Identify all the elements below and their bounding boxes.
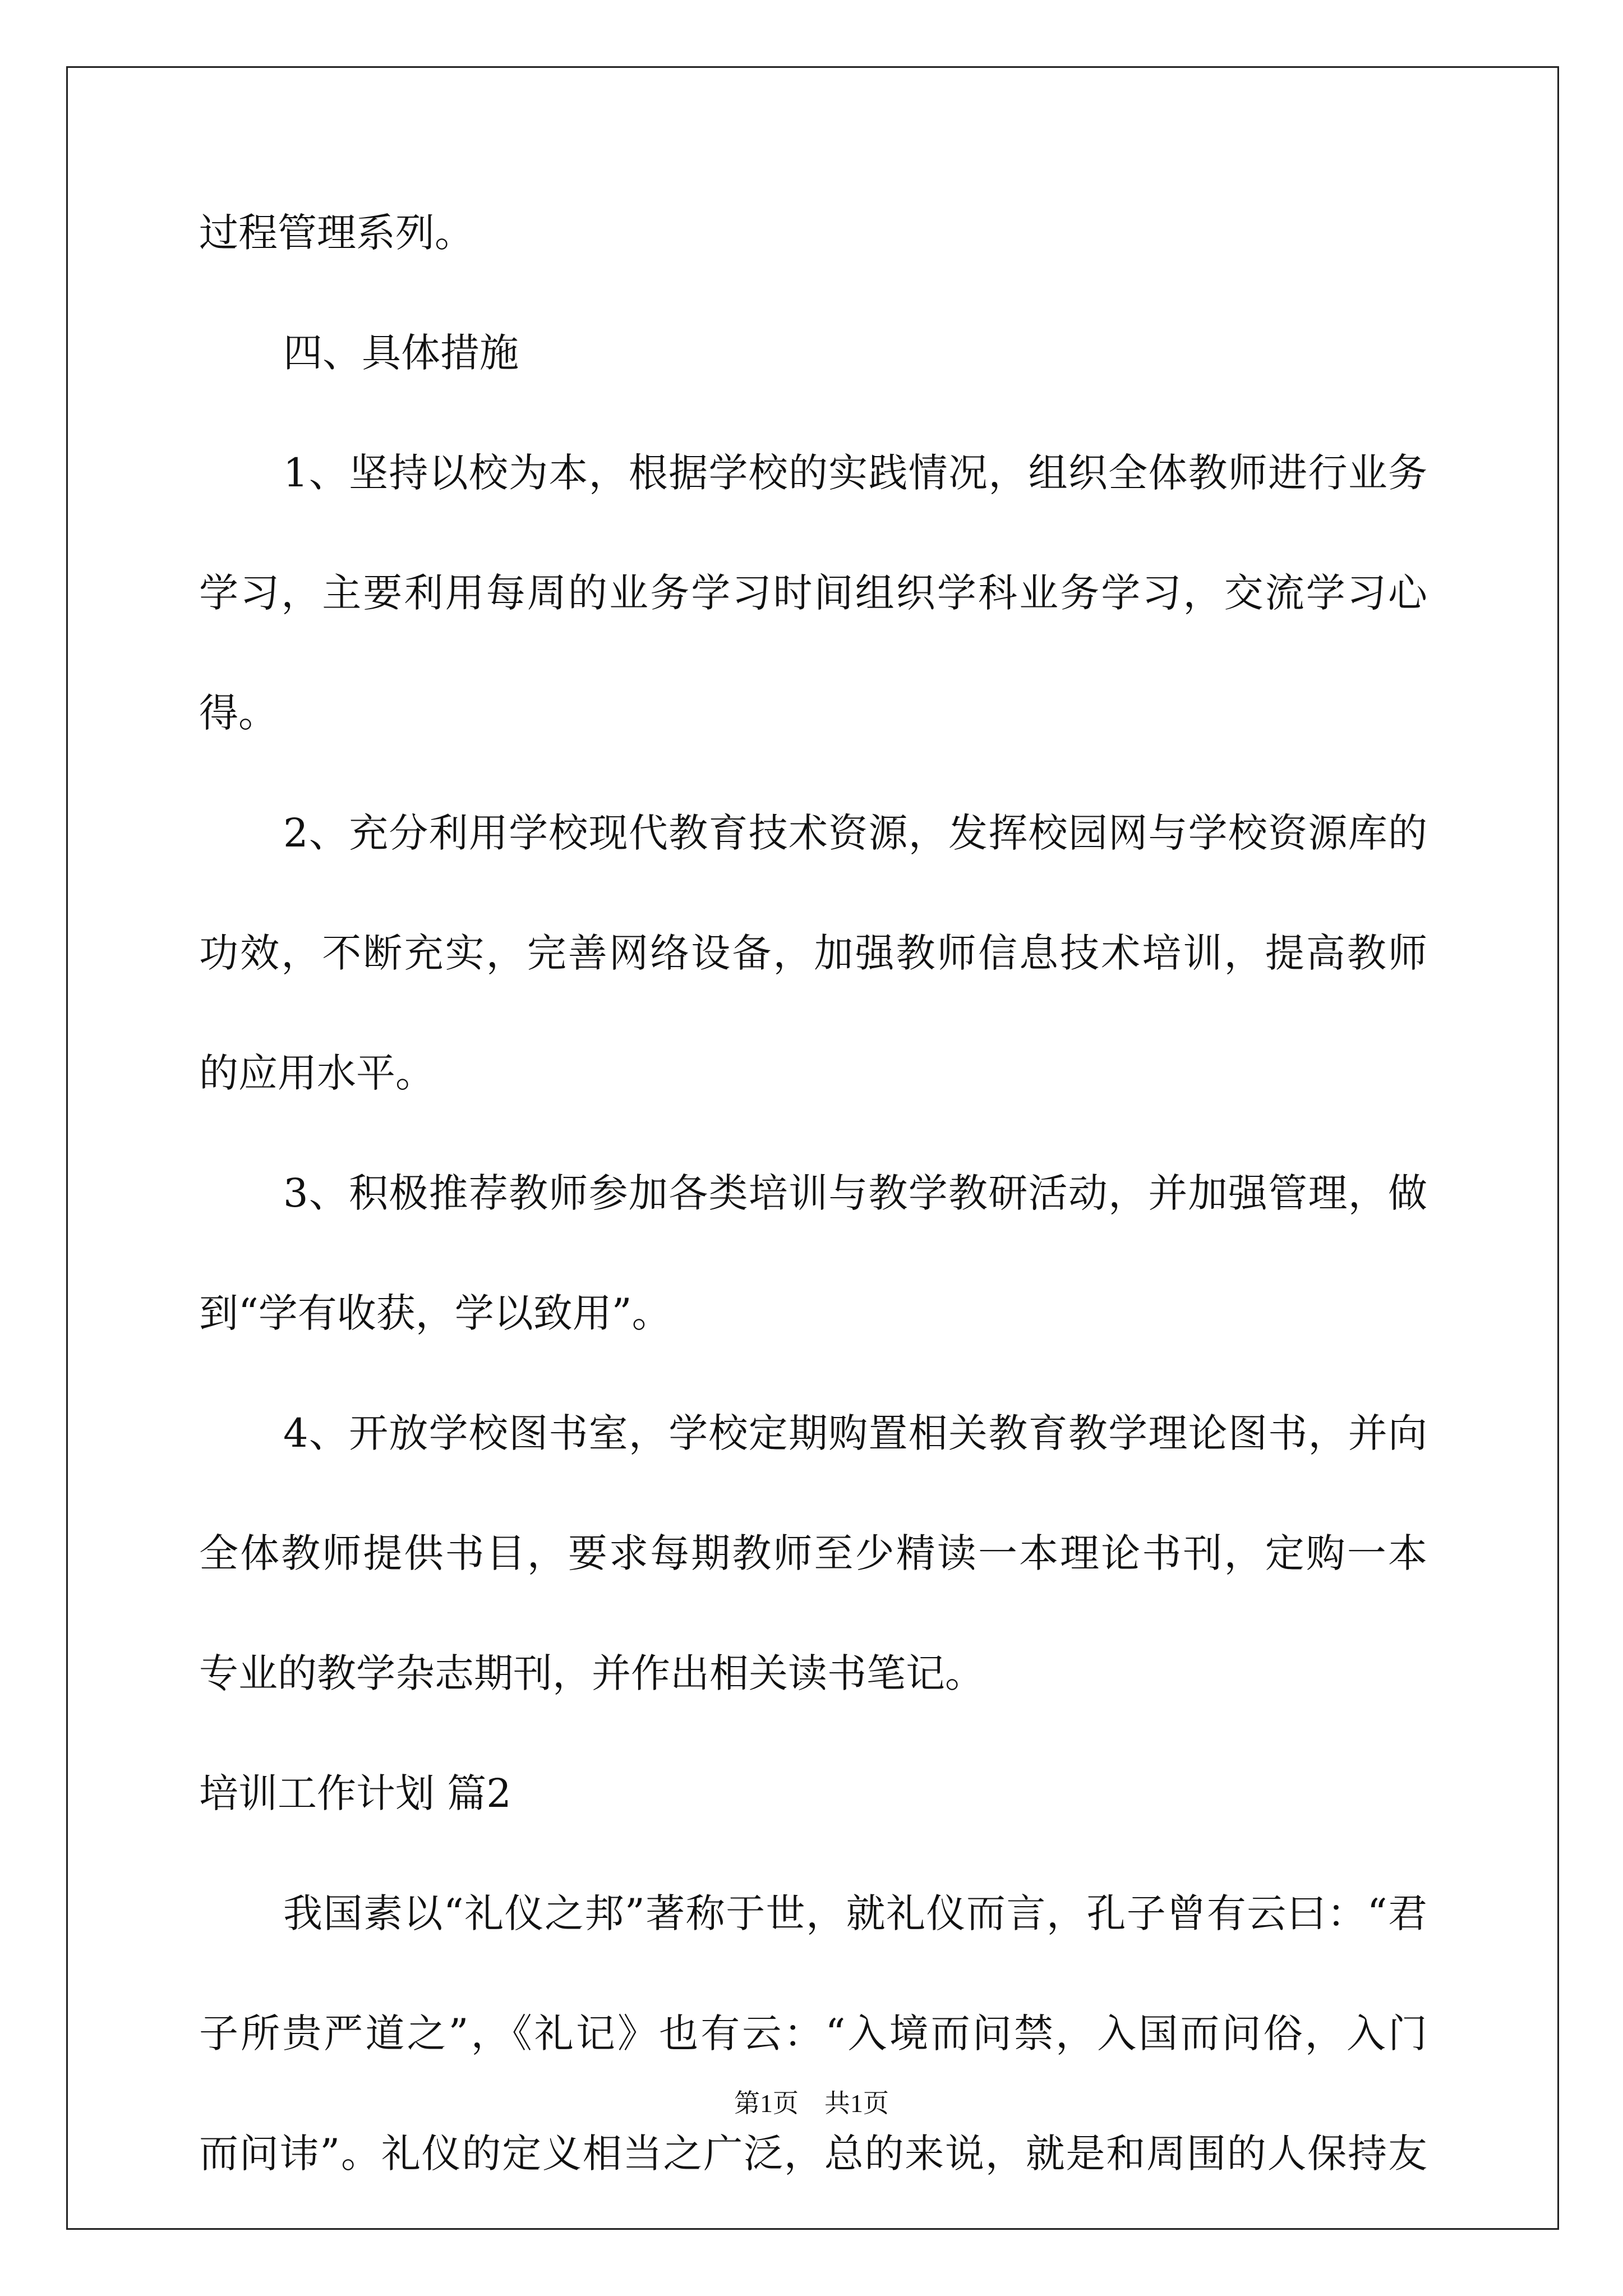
text-line: 功效，不断充实，完善网络设备，加强教师信息技术培训，提高教师: [199, 930, 1427, 976]
text-line: 我国素以“礼仪之邦”著称于世，就礼仪而言，孔子曾有云曰：“君: [283, 1890, 1427, 1936]
document-body: [199, 205, 1427, 2246]
article-heading: 培训工作计划 篇2: [199, 1770, 511, 1816]
section-heading: 四、具体措施: [283, 330, 519, 376]
text-line: 4、开放学校图书室，学校定期购置相关教育教学理论图书，并向: [283, 1410, 1427, 1456]
text-line: 子所贵严道之”，《礼记》也有云：“入境而问禁，入国而问俗，入门: [199, 2010, 1427, 2056]
text-line: 学习，主要利用每周的业务学习时间组织学科业务学习，交流学习心: [199, 570, 1427, 616]
text-line: 得。: [199, 690, 278, 736]
text-line: 过程管理系列。: [199, 210, 474, 256]
text-line: 全体教师提供书目，要求每期教师至少精读一本理论书刊，定购一本: [199, 1530, 1427, 1576]
page-footer: 第1页 共1页: [734, 2089, 889, 2118]
text-line: 3、积极推荐教师参加各类培训与教学教研活动，并加强管理，做: [283, 1170, 1427, 1216]
text-line: 2、充分利用学校现代教育技术资源，发挥校园网与学校资源库的: [283, 810, 1427, 856]
text-line: 到“学有收获，学以致用”。: [199, 1290, 671, 1336]
text-line: 专业的教学杂志期刊，并作出相关读书笔记。: [199, 1650, 984, 1696]
text-line: 而问讳”。礼仪的定义相当之广泛，总的来说，就是和周围的人保持友: [199, 2131, 1427, 2177]
text-line: 的应用水平。: [199, 1050, 435, 1096]
text-line: 1、坚持以校为本，根据学校的实践情况，组织全体教师进行业务: [283, 450, 1427, 496]
